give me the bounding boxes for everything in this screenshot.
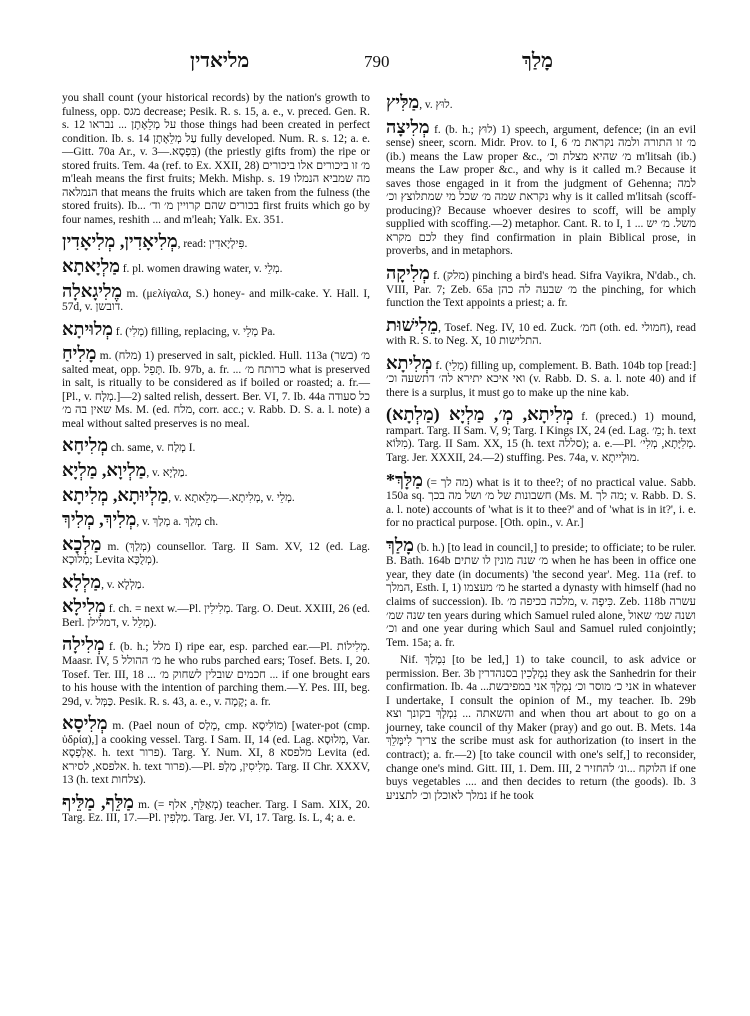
entry-headword: מְלִילָה xyxy=(62,634,105,655)
dictionary-entry xyxy=(386,92,696,113)
entry-headword: מַלֵּף, מַלֵּיף xyxy=(62,791,134,812)
entry-definition: m. (מלח) 1) preserved in salt, pickled. Hull. 113a מ׳ (בשר) salted meat, opp. תָּפֵל. Ib. 97b, a. fr. ... כרותח מ׳ what is preserved in salt, is ritually to be considered as if boiled or roasted; a. fr.—[Pl., v. מְלָח.]—2) salted relish, dessert. Ber. VI, 7. Ib. 44a כל סעודה שאין בה מ׳ Ms. M. (ed. מלח, corr. acc.; v. Rabb. D. S. a. l. note) a meal without salted preserves is no meal. xyxy=(62,350,370,430)
entry-headword: מְלִיתָא xyxy=(386,352,433,373)
right-column xyxy=(386,92,696,807)
dictionary-entry xyxy=(62,435,370,456)
dictionary-entry xyxy=(386,470,696,531)
header-left-headword: מליאדין xyxy=(190,50,250,72)
header-right-headword: מָלַךְ xyxy=(522,50,554,72)
entry-definition: f. (b. h.; לוּץ) 1) speech, argument, defence; (in an evil sense) sneer, scorn. Midr. Prov. to I, 6 מ׳ זו התורה ולמה נקראת מ׳ (ib.) means the Law proper &c., מ׳ שהיא מצלת וכ׳ m'litsah (ib.) means the Law proper &c., and why is it called m.? Because it saves those engaged in it from the judgment of Gehenna; למה נקראת שמה מ׳ שכל מי שמתלוצץ וכ׳ why is it called m'litsah (scoff-producing)? Because whoever desires to scoff, will be amply supplied with scoffing.—2) metaphor. Cant. R. to I, 1 ... משל. מ׳ יש לכם מקרא they find confirmation in plain Biblical prose, in proverbs, and in metaphors. xyxy=(386,123,696,258)
entry-headword: מְלִיךְ, מְלִיךְ xyxy=(62,509,137,530)
entry-headword: מַלְכָא xyxy=(62,533,102,554)
dictionary-entry xyxy=(62,231,370,252)
dictionary-entry xyxy=(62,596,370,630)
dictionary-entry xyxy=(62,634,370,709)
dictionary-entry xyxy=(62,256,370,277)
dictionary-entry xyxy=(62,319,370,340)
entry-definition: you shall count (your historical records) by the nation's growth to fulness, opp. מגס decrease; Pesik. R. s. 15, a. e., v. preced. Gen. R. s. 12 על מְלֵאָתָן ... נבראו those things had been created in perfect condition. Ib. s. 14 עַל מְלֵאָתָן fully developed. Num. R. s. 12; a. e.—Gitt. 70a Ar., v. בִּפְסָא.—3) (the priestly gifts from) the ripe or stored fruits. Tem. 4a (ref. to Ex. XXII, 28) מ׳ זו ביכורים אלו ביכורים m'leah means the first fruits; Mekh. Mishp. s. 19 מה שמביא הנמלו הנמלאה that means the fruits which are taken from the fulness (the stored fruits). Ib... בכורים שהם קרויין מ׳ וד׳ first fruits which go by four names, reshith ... and m'leah; Yalk. Ex. 351. xyxy=(62,92,371,226)
entry-definition: m. (= מְאַלֵּף, אלף) teacher. Targ. I Sam. XIX, 20. Targ. Ez. III, 17.—Pl. מַלְפִין. Targ. Jer. VI, 17. Targ. Is. L, 4; a. e. xyxy=(62,798,370,825)
dictionary-entry xyxy=(386,353,696,401)
entry-definition: , v. מְלִיתָא.—מְלֵאתָא, v. מְלֵי. xyxy=(168,491,295,504)
dictionary-entry xyxy=(386,404,696,465)
entry-headword: מַלְיָאתָא xyxy=(62,256,120,277)
entry-headword: מַלִּיץ xyxy=(386,92,420,112)
entry-headword: מַלְלָא xyxy=(62,571,102,592)
dictionary-entry xyxy=(62,460,370,481)
dictionary-entry xyxy=(386,315,696,349)
entry-headword: מָלִיחַ xyxy=(62,343,97,364)
entry-headword: מָלַךְ xyxy=(386,534,414,555)
entry-definition: f. (b. h.; מלל I) ripe ear, esp. parched ear.—Pl. מְלִילוֹת. Maasr. IV, 5 מ׳ ההולל he who rubs parched ears; Tosef. Bets. I, 20. Tosef. Ter. III, 18 ... חכמים שובלין לשחוק מ׳ ... if one brought ears to his house with the intention of parching them.—Y. Pes. III, beg. 29d, v. כַּמְּל. Pesik. R. s. 43, a. e., v. קָמָה; a. fr. xyxy=(62,641,370,708)
entry-definition: f. pl. women drawing water, v. מְלֵי. xyxy=(119,263,283,276)
entry-definition: f. (מלק) pinching a bird's head. Sifra Vayikra, N'dab., ch. VIII, Par. 7; Zeb. 65a מ׳ שבעה לה כהן the pinching, for which function the Text appoints a priest; a. fr. xyxy=(386,270,696,310)
dictionary-entry xyxy=(62,485,370,506)
entry-definition: , v. מַלְלָא. xyxy=(101,578,145,591)
entry-headword: מְלִיקָה xyxy=(386,263,430,284)
dictionary-entry xyxy=(386,654,696,803)
entry-headword: מְלִיצָה xyxy=(386,116,430,137)
entry-definition: (= מה לך) what is it to thee?; of no practical value. Sabb. 150a sq. חשבונות של מ׳ ושל מה בכך (Ms. M. מה לך; v. Rabb. D. S. a. l. note) accounts of 'what is it to thee?' and of 'what is in it?', i. e. for no practical purpose. [Oth. opin., v. Ar.] xyxy=(386,476,696,530)
dictionary-entry xyxy=(62,572,370,593)
entry-definition: f. (preced.) 1) mound, rampart. Targ. II Sam. V, 9; Targ. I Kings IX, 24 (ed. Lag. מֵ׳; h. text מִלּוֹא). Targ. II Sam. XX, 15 (h. text סללה); a. e.—Pl. מְלִיָּתָא, מְלִי׳. Targ. Jer. XXXII, 24.—2) stuffing. Pes. 74a, v. מוּלְייתָא. xyxy=(386,411,697,465)
entry-headword: מְלִיאָדִין, מְלִיאָדִין xyxy=(62,231,178,252)
entry-definition: , v. מְלַךְ a. מְלַךְ ch. xyxy=(136,516,219,529)
entry-definition: m. (μελίγαλα, S.) honey- and milk-cake. Y. Hall. I, 57d, v. דובשן. xyxy=(62,287,370,314)
entry-headword: מַלְיוּתָא, מְלִיתָא xyxy=(62,484,169,505)
page-number: 790 xyxy=(364,52,390,71)
dictionary-entry xyxy=(62,92,370,227)
entry-headword: מְלִיתָא, מְ׳, מַלְיָא (מַלְתָא) xyxy=(386,404,574,425)
entry-headword: מְלוּיתָא xyxy=(62,318,113,339)
entry-definition: ch. same, v. מְלַח I. xyxy=(108,442,196,455)
entry-definition: m. (מְלַךְ) counsellor. Targ. II Sam. XV, 12 (ed. Lag. מְלוּכָא; Levita מְלֻכָּא). xyxy=(62,540,370,567)
dictionary-entry xyxy=(62,534,370,568)
dictionary-entry xyxy=(62,281,370,315)
entry-headword: מַלְיוָא, מַלְיָא xyxy=(62,460,147,481)
entry-definition: (b. h.) [to lead in council,] to preside; to officiate; to be ruler. B. Bath. 164b מ׳ שנה מונין לו שתים when he has been in office one year, they date (in documents) 'the second year'. Meg. 11a (ref. to המלך, Esth. I, 1) מ׳ מעצמו he started a dynasty with himself (had no claims of succession). Ib. מלכה בכיפה מ׳, v. כִּיפָה. Zeb. 118b עשרה שנה שמ׳ ten years during which Samuel ruled alone, ושנה שמ׳ שאול וכ׳ and one year during which Saul and Samuel ruled conjointly; Tem. 15a; a. fr. xyxy=(386,541,697,649)
dictionary-entry xyxy=(62,792,370,826)
dictionary-entry xyxy=(62,713,370,788)
dictionary-entry xyxy=(386,535,696,650)
entry-definition: , Tosef. Neg. IV, 10 ed. Zuck. חמ׳ (oth. ed. חמולי), read with R. S. to Neg. X, 10 התלישות. xyxy=(386,321,697,348)
dictionary-entry xyxy=(386,117,696,259)
page-header xyxy=(0,50,750,74)
entry-headword: *מַלָּךְ xyxy=(386,469,423,490)
dictionary-entry xyxy=(62,343,370,431)
entry-definition: f. ch. = next w.—Pl. מְלִילִין. Targ. O. Deut. XXIII, 26 (ed. Berl. דמלילן, v. מְלֵל). xyxy=(62,603,370,629)
dictionary-entry xyxy=(62,509,370,530)
dictionary-entry xyxy=(386,263,696,311)
entry-definition: Nif. נִמְלַךְ [to be led,] 1) to take council, to ask advice or permission. Ber. 3b נִמְלָכִין בסנהדרין they ask the Sanhedrin for their confirmation. Ib. 4a ...אני כ׳ מוסר וכ׳ נִמְלָךְ אני במפיבשת in whatever I undertake, I consult the opinion of M., my teacher. Ib. 29b והשאתה ... נִמְלָךְ בקונך וצא and when thou art about to go on a journey, take council of thy Maker (pray) and go out. B. Mets. 14a צריך לִימָּלֵךְ the scribe must ask for authorization (to insert in the contract); a. fr.—2) [to take council with one's self,] to reconsider, change one's mind. Gitt. III, 1. Dem. III, 2 הלוקח ...ונ׳ להחזיר if one buys vegetables .... and then decides to return (the goods). Ib. 3 נמלך לאוכלן וכ׳ לתצניע if he took xyxy=(386,654,697,802)
entry-definition: f. (מְלֵי) filling up, complement. B. Bath. 104b top [read:] ואי איכא יתירא לה׳ דתשעה וכ׳ (v. Rabb. D. S. a. l. note 40) and if there is a surplus, it must go to make up the nine kab. xyxy=(386,359,696,399)
entry-headword: מְלִיחָא xyxy=(62,435,109,456)
entry-definition: m. (Pael noun of מְלַס, cmp. מוֹלִיסָא) [water-pot (cmp. ὑδρία),] a cooking vessel. Targ. I Sam. II, 14 (ed. Lag. מְלוּסָא, Var. אַלְפְסָא. h. text פרור). Targ. Y. Num. XI, 8 מלפסא Levita (ed. אלפסא, לסירא. h. text פרור).—Pl. מְלִיסִין, מַלְפּ. Targ. II Chr. XXXV, 13 (h. text צלחות). xyxy=(62,720,371,787)
entry-definition: f. (מְלִי) filling, replacing, v. מְלֵי Pa. xyxy=(112,325,276,338)
entry-definition: , v. מַלְיָא. xyxy=(146,467,188,480)
entry-headword: מְלִילָא xyxy=(62,596,106,617)
left-column xyxy=(62,92,370,830)
entry-definition: , read: פִּילְיָאדִין. xyxy=(177,238,248,251)
entry-headword: מֶלִיגָאלָה xyxy=(62,280,123,301)
entry-headword: מְלִיסָא xyxy=(62,713,108,734)
entry-headword: מֵלִישׁוּת xyxy=(386,314,439,335)
entry-definition: , v. לוּץ. xyxy=(419,99,453,111)
